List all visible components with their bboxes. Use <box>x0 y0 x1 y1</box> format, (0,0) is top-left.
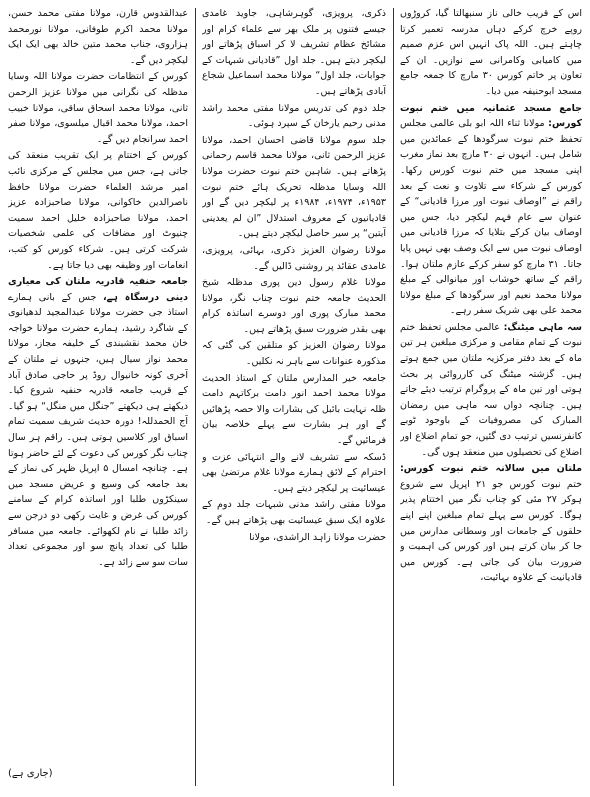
paragraph: عبدالقدوس قارن، مولانا مفتی محمد حسن، مولانا محمد اکرم طوفانی، مولانا نورمحمد ہزاروی، جناب محمد متین خالد بھی ایک ایک لیکچر دیں گے۔ <box>8 8 188 66</box>
column-right <box>400 6 582 792</box>
paragraph: ڈسکہ سے تشریف لانے والے انتہائی عزت و احترام کے لائق ہمارے مولانا غلام مرتضیٰ بھی عیسائیت پر لیکچر دیتے ہیں۔ <box>202 451 386 494</box>
paragraph: مولانا ثناء اللہ ابو بلی عالمی مجلس تحفظ ختم نبوت سرگودھا کے عمائدین میں شامل ہیں۔ انہوں نے ۳۰ مارچ بعد نماز مغرب اپنی مسجد میں ختم نبوت کورس رکھا۔ کورس کے شرکاء سے تلاوت و نعت کے بعد راقم نے ”اوصاف نبوت اور مرزا قادیانی“ کے عنوان سے عام فہم لیکچر دیا، جس میں اوصاف بیان کرکے بتلایا کہ مرزا قادیانی میں اوصاف نبوت میں سے ایک وصف بھی نہیں پایا جاتا۔ ۳۱ مارچ کو سفر کرکے عازم ملتان ہوا۔ راقم کے ساتھ خوشاب اور میانوالی کے مبلغ مولانا محمد نعیم اور سرگودھا کے مبلغ مولانا محمد علی بھی شریک سفر رہے۔ <box>400 118 582 317</box>
paragraph: مولانا مفتی راشد مدنی شبہات جلد دوم کے علاوہ ایک سبق عیسائیت بھی پڑھاتے ہیں گے۔ <box>202 499 386 526</box>
paragraph: مولانا غلام رسول دین پوری مدظلہ شیخ الحدیث جامعہ ختم نبوت چناب نگر، مولانا محمد مبارک پوری اور دوسرے اساتذہ کرام بھی بقدر ضرورت سبق پڑھاتے ہیں۔ <box>202 277 386 335</box>
column-divider <box>195 8 196 786</box>
paragraph: عالمی مجلس تحفظ ختم نبوت کے تمام مقامی و مرکزی مبلغین ہر تین ماہ کے بعد دفتر مرکزیہ ملتان میں جمع ہوتے ہیں۔ گزشتہ میٹنگ کی کارروائی پر بحث ہوتی اور تین ماہ کے پروگرام ترتیب دیئے جاتے ہیں۔ چنانچہ دواں سہ ماہی میں رمضان المبارک کی مصروفیات کے باوجود ٹوبے کانفرنسیں ترتیب دی گئیں، جو تمام اضلاع اور اضلاع کی تحصیلوں میں منعقد ہوں گی۔ <box>400 321 582 458</box>
paragraph: ذکری، پرویزی، گوہرشاہی، جاوید غامدی جیسے فتنوں پر ملک بھر سے علماء کرام اور مشائخ عظام تشریف لا کر اسباق پڑھاتے اور لیکچر دیتے ہیں۔ جلد اول ”قادیانی شبہات کے جوابات، جلد اول“ مولانا محمد اسماعیل شجاع آبادی پڑھاتے ہیں۔ <box>202 8 386 97</box>
paragraph: کورس کے اختتام پر ایک تقریب منعقد کی جاتی ہے، جس میں مجلس کے مرکزی نائب امیر مرشد العلماء حضرت مولانا حافظ ناصرالدین خاکوانی، مولانا صاحبزادہ عزیز احمد، مولانا صاحبزادہ خلیل احمد سمیت چنیوٹ اور مضافات کی علمی شخصیات شرکت کرتی ہیں۔ شرکاء کورس کو کتب، انعامات اور وظیفہ بھی دیا جاتا ہے۔ <box>8 150 188 271</box>
paragraph: حضرت مولانا زاہد الراشدی، مولانا <box>249 531 386 543</box>
column-middle <box>202 6 386 792</box>
paragraph: مولانا رضوان العزیز کو متلقین کی گئی کہ مذکورہ عنوانات سے باہر نہ نکلیں۔ <box>202 340 386 368</box>
continued-note: (جاری ہے) <box>8 768 53 779</box>
paragraph: کورس کے انتظامات حضرت مولانا اللہ وسایا مدظلہ کی نگرانی میں مولانا عزیز الرحمن ثانی، مولانا محمد اسحاق ساقی، مولانا خبیب احمد، مولانا محمد اقبال میلسوی، مولانا صفر احمد سرانجام دیں گے۔ <box>8 71 188 145</box>
section-heading: جامع مسجد عثمانیہ میں ختم نبوت کورس: <box>400 102 582 130</box>
section-heading: جامعہ حنفیہ قادریہ ملتان کی معیاری دینی درسگاہ ہے، <box>8 276 188 303</box>
paragraph: جامعہ خیر المدارس ملتان کے استاذ الحدیث مولانا محمد احمد انور دامت برکاتہم دامت ظلہ نہایت بائبل کی بشارات والا حصہ پڑھائیں گے اور ہر بشارت سے پہلے خلاصہ بیان فرمائیں گے۔ <box>202 372 386 447</box>
column-left <box>8 6 188 792</box>
section-heading: ملتان میں سالانہ ختم نبوت کورس: <box>400 463 582 475</box>
paragraph: مولانا رضوان العزیز ذکری، بہائی، پرویزی، غامدی عقائد پر روشنی ڈالیں گے۔ <box>202 244 386 272</box>
column-divider <box>393 8 394 786</box>
section-heading: سہ ماہی میٹنگ: <box>503 321 582 333</box>
paragraph: جلد سوم مولانا قاضی احسان احمد، مولانا عزیز الرحمن ثانی، مولانا محمد قاسم رحمانی پڑھاتے ہیں۔ شاہین ختم نبوت حضرت مولانا اللہ وسایا مدظلہ تحریک ہائے ختم نبوت ۱۹۵۳ء، ۱۹۷۴ء، ۱۹۸۴ء پر لیکچر دیں گے اور قادیانیوں کے معروف استدلال ”ان لم یعدینی آیتین“ پر سیر حاصل لیکچر دیتے ہیں۔ <box>202 134 386 240</box>
paragraph: جس کے بانی ہمارے استاذ جی حضرت مولانا عبدالمجید لدھیانوی کے شاگرد رشید، ہمارے حضرت مولانا خواجہ خان محمد نقشبندی کے خلیفہ مجاز، مولانا محمد نواز سیال ہیں، جنہوں نے ملتان کے آخری کونہ خانیوال روڈ پر حاجی صادق آباد کے قریب جامعہ قادریہ حنفیہ شروع کیا۔ دیکھتے ہی دیکھتے ”جنگل میں منگل“ ہو گیا۔ آج الحمدللہ! دورہ حدیث شریف سمیت تمام اسباق اور کلاسیں ہوتی ہیں۔ راقم ہر سال چناب نگر کورس کی دعوت کے لئے حاضر ہوتا ہے۔ چنانچہ امسال ۵ اپریل ظہر کی نماز کے بعد جامعہ کی وسیع و عریض مسجد میں سینکڑوں طلبا اور اساتذہ کرام کے سامنے کورس کی غرض و غایت رکھی دو درجن سے زائد طلبا نے نام لکھوائے۔ جامعہ میں مسافر طلبا کی تعداد پانچ سو اور مجموعی تعداد سات سو سے زائد ہے۔ <box>8 291 188 568</box>
paragraph: ختم نبوت کورس جو ۲۱ اپریل سے شروع ہوکر ۲۷ مئی کو چناب نگر میں اختتام پذیر ہوگا۔ کورس سے پہلے تمام مبلغین اپنے اپنے حلقوں کے جامعات اور وسطانی مدارس میں جا کر بیان کرتے ہیں اور کورس کی اہمیت و ضرورت بیان کی جاتی ہے۔ کورس میں قادیانیت کے علاوہ بہائیت، <box>400 478 582 584</box>
paragraph: اس کے قریب خالی ناز سنبھالتا گیا، کروڑوں روپے خرچ کرکے دہاں مدرسہ تعمیر کرتا چاہتے ہیں۔ اللہ پاک انہیں اس عزم صمیم میں کامیابی وکامرانی سے نوازیں۔ ان کے تعاون پر خاتم کورس ۳۰ مارچ کا جمعہ جامع مسجد ابوحنیفہ میں دیا۔ <box>400 8 582 97</box>
paragraph: جلد دوم کی تدریس مولانا مفتی محمد راشد مدنی رحیم یارخان کے سپرد ہوئی۔ <box>202 102 386 130</box>
